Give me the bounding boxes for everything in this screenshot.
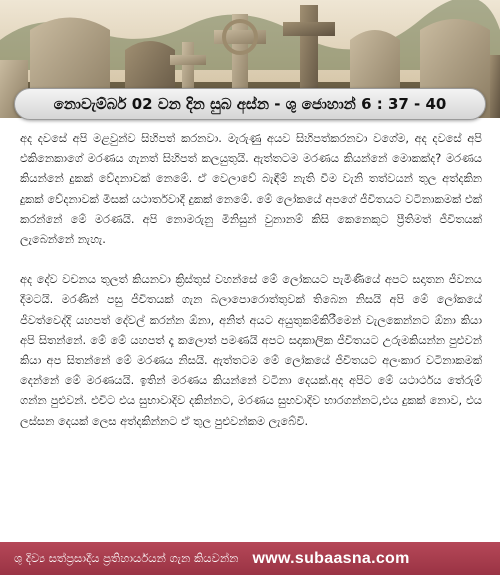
reflection-text: [20, 128, 482, 451]
footer-banner: [0, 542, 500, 575]
website-link[interactable]: www.subaasna.com: [252, 549, 410, 567]
gospel-title-bar: [14, 88, 486, 120]
page-title: නොවැම්බර් 02 වන දින සුබ අස්න - ශු ජොහාන් 6 : 37 - 40: [53, 95, 447, 113]
footer-tagline: ශු දිව්‍ය සත්ප්‍රසාදීය ප්‍රතිහාර්යයන් ගැන කියවන්න: [14, 551, 239, 565]
paragraph-2: අද දේව වචනය තුලත් කියනවා ක්‍රිස්තුස් වහන්සේ මේ ලෝකයට පැමිණියේ අපට සදාතන ජීවනය දීමටයි. මරණින් පසු ජීවිතයක් ගැන බලාපොරොත්තුවක් තිබෙන නිසයි අපි මේ ලෝකයේ ජීවත්වෙද්දි යහපත් දේවල් කරන්න ඕනා, අනිත් අයට අයුතුකම්කිරීමෙන් වැලකෙන්නට ඕනා කියා අපි සිතන්නේ. මේ මේ යහපත් දෑ කලොත් පමණයි අපට සදාකාලික ජීවිතයට උරුමකියන්න පුළුවන් කියා අප සිතන්නේ මේ මරණය නිසයි. ඇත්තටම මේ ලෝකයේ ජීවිතයට අලංකාර වටිනාකමක් දෙන්නේ මේ මරණයයි. ඉතින් මරණය කියන්නේ වටිනා දෙයක්.අද අපිට මේ යථාර්ථය තේරුම් ගන්න පුළුවන්. එවිට එය සුභාවාදිව දකින්නට, මරණය සුභවාදිව භාරගන්නට,එය දුකක් නොව, එය ලස්සන දෙයක් ලෙස අත්දකින්නට ඒ තුල පුළුවන්කම ලැබේවි.: [20, 272, 482, 428]
paragraph-1: අද දවසේ අපි මළවුන්ව සිහිපත් කරනවා. මැරුණු අයව සිහිපත්කරනවා වගේම, අද දවසේ අපි එකිනෙකාගේ මරණය ගැනත් සිහිපත් කලයුතුයි. ඇත්තටම මරණය කියන්නේ මොකක්ද? මරණය කියන්නේ දුකක් වේදනාවක් නෙමේ. ඒ වෙලාවේ බැඳීම් නැති වීම වැනි තත්වයන් තුල අත්දකින දුකක් වේදනාවක් මිසක් යථාර්තවාදී දුකක් නෙමේ. මේ ලෝකයේ අපගේ ජීවිතයට වටිනාකමක් එක් කරන්නේ මේ මරණයි. අපි නොමරුනු මිනිසුන් වුනානම් කිසි කෙනෙකුට ප්‍රීතිමත් ජීවිතයක් ලැබෙන්නේ නැහැ.: [20, 131, 482, 247]
